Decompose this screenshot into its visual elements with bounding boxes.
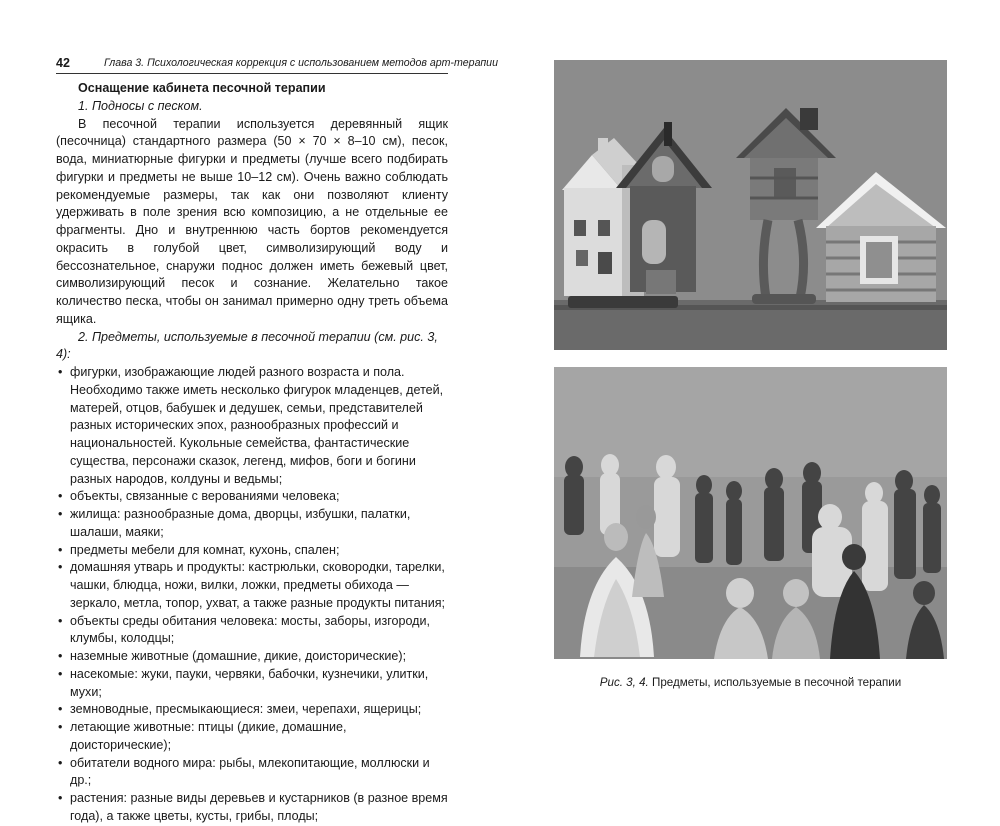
bullet-icon: • [58, 702, 63, 717]
list-item: • жилища: разнообразные дома, дворцы, избушки, палатки, шалаши, маяки; [58, 507, 411, 539]
list-item: • объекты, связанные с верованиями человека; [56, 488, 448, 506]
photo-miniature-houses [554, 60, 947, 350]
bullet-icon: • [58, 560, 63, 575]
subheading-objects: 2. Предметы, используемые в песочной терапии (см. рис. 3, 4): [56, 329, 438, 362]
list-item: • предметы мебели для комнат, кухонь, спален; [56, 542, 448, 560]
section-heading: Оснащение кабинета песочной терапии [78, 81, 326, 95]
list-item: • летающие животные: птицы (дикие, домашние, доисторические); [58, 720, 347, 752]
bullet-icon: • [58, 720, 63, 734]
list-item: • домашняя утварь и продукты: кастрюльки, сковородки, тарелки, чашки, блюдца, ножи, вилки, ложки, предметы обихода — зеркало, метла, топор, ухват, а также разные продукты питания; [58, 560, 445, 610]
paragraph-sand-trays: В песочной терапии используется деревянный ящик (песочница) стандартного размера (50 × 70 × 8–10 см), песок, вода, миниатюрные фигурки и предметы (лучше всего подбирать фигурки и предметы не выше 10–12 см). Очень важно соблюдать рекомендуемые размеры, так как они позволяют клиенту удерживать в поле зрения всю композицию, а не отдельные ее фрагменты. Дно и внутреннюю часть бортов рекомендуется окрасить в голубой цвет, символизирующий воду и бессознательное, снаружи поднос должен иметь бежевый цвет, символизирующий песок и сознание. Желательно такое количество песка, чтобы он занимал примерно одну треть объема ящика. [56, 116, 448, 326]
list-item: • земноводные, пресмыкающиеся: змеи, черепахи, ящерицы; [56, 701, 448, 719]
bullet-icon: • [58, 666, 63, 681]
list-item: • растения: разные виды деревьев и кустарников (в разное время года), а также цветы, кусты, грибы, плоды; [58, 791, 448, 823]
list-item: • объекты среды обитания человека: мосты, заборы, изгороди, клумбы, колодцы; [58, 613, 430, 646]
objects-list [56, 364, 448, 826]
bullet-icon: • [58, 649, 63, 663]
bullet-icon: • [58, 755, 63, 770]
list-item: • наземные животные (домашние, дикие, доисторические); [56, 648, 448, 666]
caption-text: Предметы, используемые в песочной терапии [651, 676, 902, 689]
bullet-icon: • [58, 542, 63, 557]
list-item: • фигурки, изображающие людей разного возраста и пола. Необходимо также иметь несколько фигурок младенцев, детей, матерей, отцов, бабушек и дедушек, семьи, представителей разных исторических эпох, разнообразных профессий и национальностей. Кукольные семейства, фантастические существа, персонажи сказок, легенд, мифов, боги и богини разных народов, колдуны и ведьмы; [58, 365, 444, 486]
body-text [56, 80, 448, 826]
bullet-icon: • [58, 613, 63, 628]
page-number: 42 [56, 56, 70, 70]
chapter-title: Глава 3. Психологическая коррекция с использованием методов арт-терапии [104, 57, 498, 69]
subheading-sand-trays: 1. Подносы с песком. [78, 98, 203, 113]
right-page [500, 0, 1000, 760]
bullet-icon: • [58, 489, 63, 504]
left-page [0, 0, 500, 823]
figure-caption [554, 676, 947, 689]
bullet-icon: • [58, 365, 63, 379]
list-item: • обитатели водного мира: рыбы, млекопитающие, моллюски и др.; [58, 755, 430, 788]
bullet-icon: • [58, 507, 63, 521]
list-item: • насекомые: жуки, пауки, червяки, бабочки, кузнечики, улитки, мухи; [58, 666, 429, 699]
photo-figurines [554, 367, 947, 659]
running-head [56, 55, 498, 74]
bullet-icon: • [58, 791, 63, 805]
caption-number: Рис. 3, 4. [599, 676, 649, 689]
